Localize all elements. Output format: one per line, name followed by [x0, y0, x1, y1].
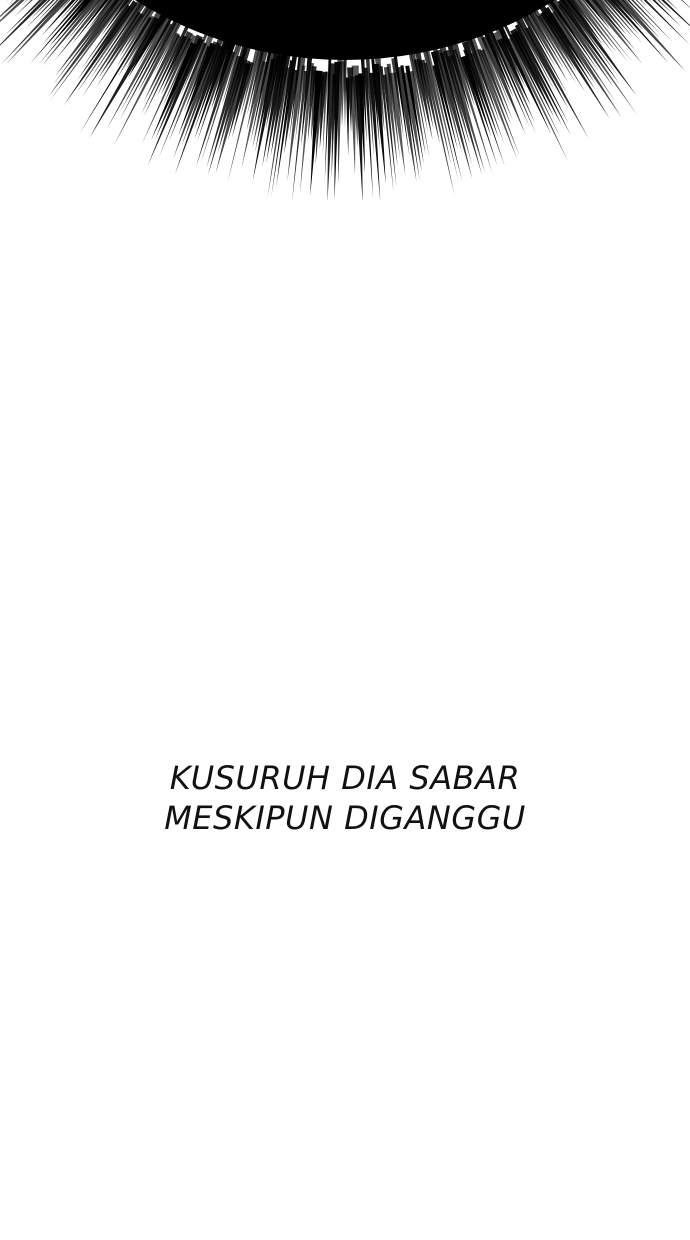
- speed-line-burst: [0, 0, 690, 200]
- caption-line-2: MESKIPUN DIGANGGU: [164, 799, 526, 837]
- speed-line: [627, 0, 690, 12]
- speed-line: [346, 77, 350, 156]
- narration-caption: [0, 758, 690, 838]
- caption-line-1: KUSURUH DIA SABAR: [169, 759, 521, 797]
